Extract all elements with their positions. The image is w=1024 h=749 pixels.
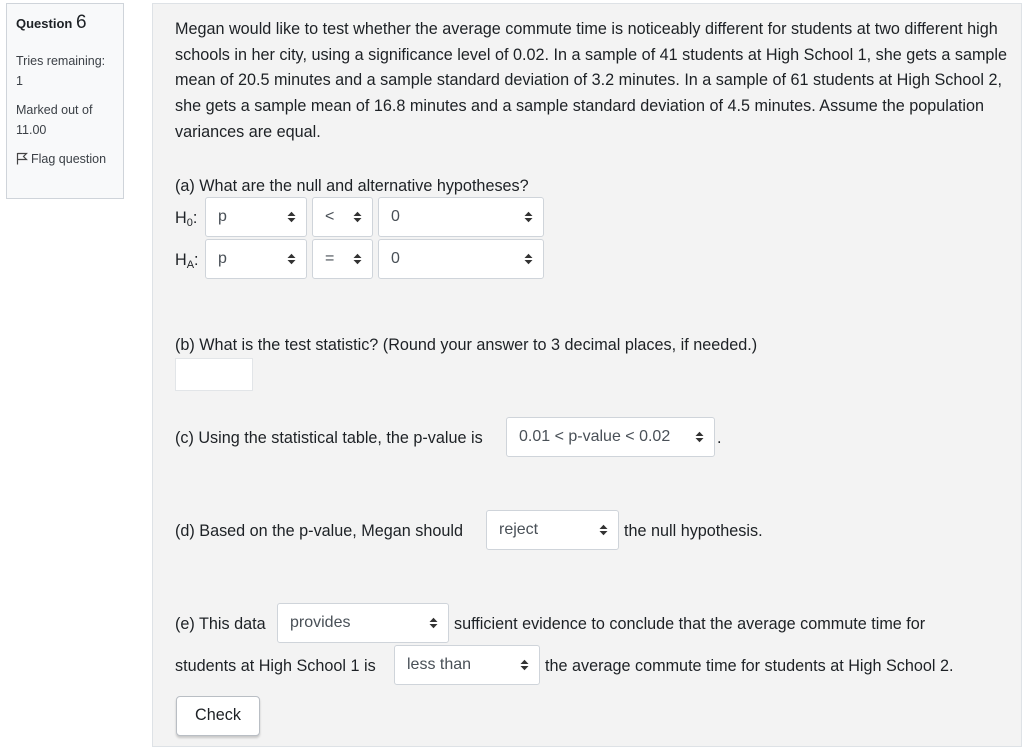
ha-operator-select[interactable]: = bbox=[312, 239, 373, 279]
flag-icon bbox=[16, 152, 28, 165]
check-button[interactable]: Check bbox=[176, 696, 260, 736]
select-arrows-icon bbox=[524, 211, 533, 223]
select-arrows-icon bbox=[695, 431, 704, 443]
evidence-select[interactable]: provides bbox=[277, 603, 449, 643]
select-arrows-icon bbox=[353, 211, 362, 223]
part-e-suffix: the average commute time for students at High School 2. bbox=[545, 657, 954, 675]
part-c-prompt: (c) Using the statistical table, the p-value is bbox=[175, 429, 483, 447]
select-arrows-icon bbox=[520, 659, 529, 671]
select-arrows-icon bbox=[524, 253, 533, 265]
h0-operator-select[interactable]: < bbox=[312, 197, 373, 237]
select-arrows-icon bbox=[599, 524, 608, 536]
h0-label: $H_0$: bbox=[175, 209, 198, 229]
select-arrows-icon bbox=[287, 211, 296, 223]
select-arrows-icon bbox=[287, 253, 296, 265]
part-d-prompt: (d) Based on the p-value, Megan should bbox=[175, 522, 463, 540]
question-text: Megan would like to test whether the average commute time is noticeably different for students at two different high schools in her city, using a significance level of 0.02. In a sample of 41 students at High School 1, she gets a sample mean of 20.5 minutes and a sample standard deviation of 3.2 minutes. In a sample of 61 students at High School 2, she gets a sample mean of 16.8 minutes and a sample standard deviation of 4.5 minutes. Assume the population variances are equal. bbox=[175, 20, 1008, 141]
test-statistic-input[interactable] bbox=[175, 358, 253, 391]
marked-out-of: Marked out of 11.00 bbox=[16, 103, 93, 137]
part-d-suffix: the null hypothesis. bbox=[624, 522, 763, 540]
part-b-prompt: (b) What is the test statistic? (Round your answer to 3 decimal places, if needed.) bbox=[175, 336, 758, 354]
flag-question-link[interactable]: Flag question bbox=[16, 149, 115, 169]
question-content bbox=[152, 3, 1022, 747]
tries-remaining: Tries remaining: 1 bbox=[16, 54, 106, 88]
comparison-select[interactable]: less than bbox=[394, 645, 540, 685]
part-c-suffix: . bbox=[717, 429, 722, 447]
ha-parameter-select[interactable]: p bbox=[205, 239, 307, 279]
part-e-line2-prefix: students at High School 1 is bbox=[175, 657, 376, 675]
decision-select[interactable]: reject bbox=[486, 510, 619, 550]
h0-parameter-select[interactable]: p bbox=[205, 197, 307, 237]
p-value-select[interactable]: 0.01 < p-value < 0.02 bbox=[506, 417, 715, 457]
part-a-prompt: (a) What are the null and alternative hypotheses? bbox=[175, 177, 529, 195]
ha-label: $H_A$: bbox=[175, 251, 199, 271]
part-e-prefix: (e) This data bbox=[175, 615, 266, 633]
ha-value-select[interactable]: 0 bbox=[378, 239, 544, 279]
select-arrows-icon bbox=[353, 253, 362, 265]
h0-value-select[interactable]: 0 bbox=[378, 197, 544, 237]
part-e-middle: sufficient evidence to conclude that the average commute time for bbox=[454, 615, 926, 633]
question-info-panel bbox=[6, 3, 124, 199]
question-number: Question 6 bbox=[16, 12, 87, 33]
select-arrows-icon bbox=[429, 617, 438, 629]
